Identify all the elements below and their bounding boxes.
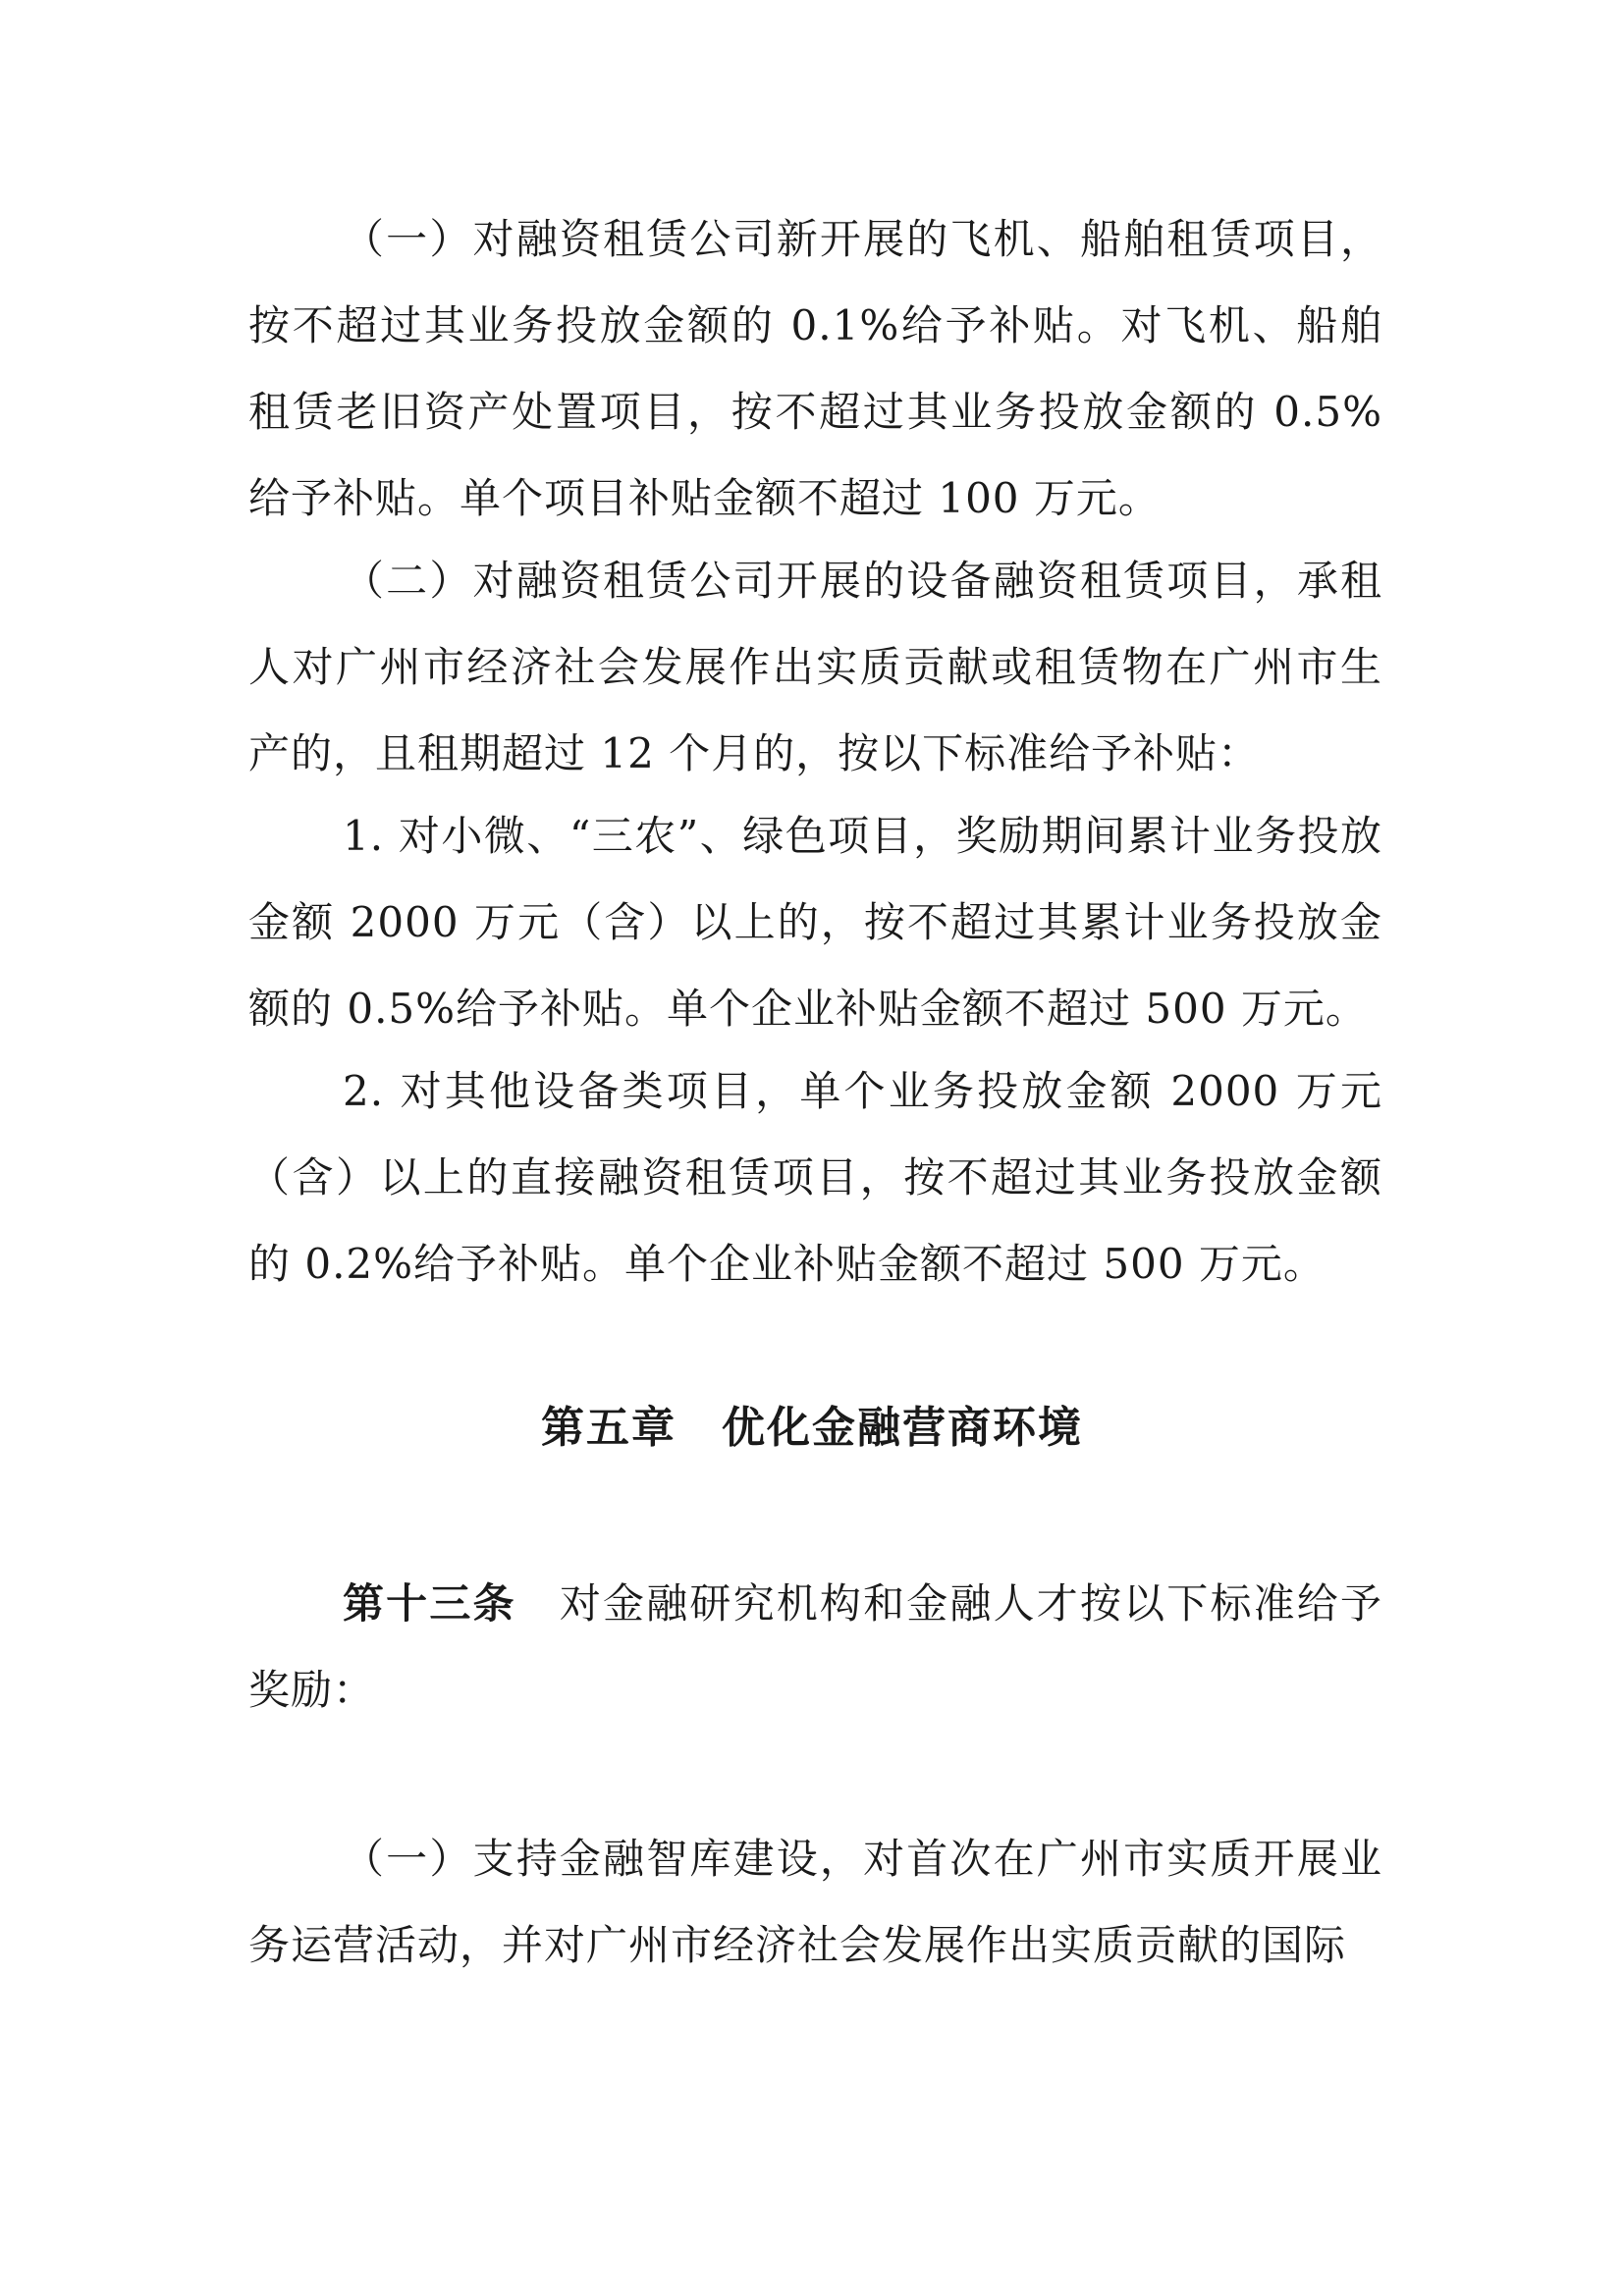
paragraph-financial-think-tank: （一）支持金融智库建设，对首次在广州市实质开展业务运营活动，并对广州市经济社会发展作出实质贡献的国际	[248, 1835, 1382, 1969]
chapter-heading: 第五章 优化金融营商环境	[541, 1403, 1083, 1453]
paragraph-aircraft-ship-leasing: （一）对融资租赁公司新开展的飞机、船舶租赁项目，按不超过其业务投放金额的 0.1%给予补贴。对飞机、船舶租赁老旧资产处置项目，按不超过其业务投放金额的 0.5%给予补贴。单个项目补贴金额不超过 100 万元。	[248, 215, 1382, 522]
article-13-label: 第十三条	[343, 1579, 516, 1628]
article-13-paragraph	[248, 1561, 1382, 1734]
paragraph-item-2-other-equipment: 2. 对其他设备类项目，单个业务投放金额 2000 万元（含）以上的直接融资租赁项目，按不超过其业务投放金额的 0.2%给予补贴。单个企业补贴金额不超过 500 万元。	[248, 1067, 1382, 1288]
article-13-text: 对金融研究机构和金融人才按以下标准给予奖励：	[248, 1579, 1382, 1714]
paragraph-item-1-small-micro: 1. 对小微、“三农”、绿色项目，奖励期间累计业务投放金额 2000 万元（含）以上的，按不超过其累计业务投放金额的 0.5%给予补贴。单个企业补贴金额不超过 500 万元。	[248, 812, 1382, 1033]
paragraph-equipment-leasing: （二）对融资租赁公司开展的设备融资租赁项目，承租人对广州市经济社会发展作出实质贡献或租赁物在广州市生产的，且租期超过 12 个月的，按以下标准给予补贴：	[248, 557, 1382, 777]
